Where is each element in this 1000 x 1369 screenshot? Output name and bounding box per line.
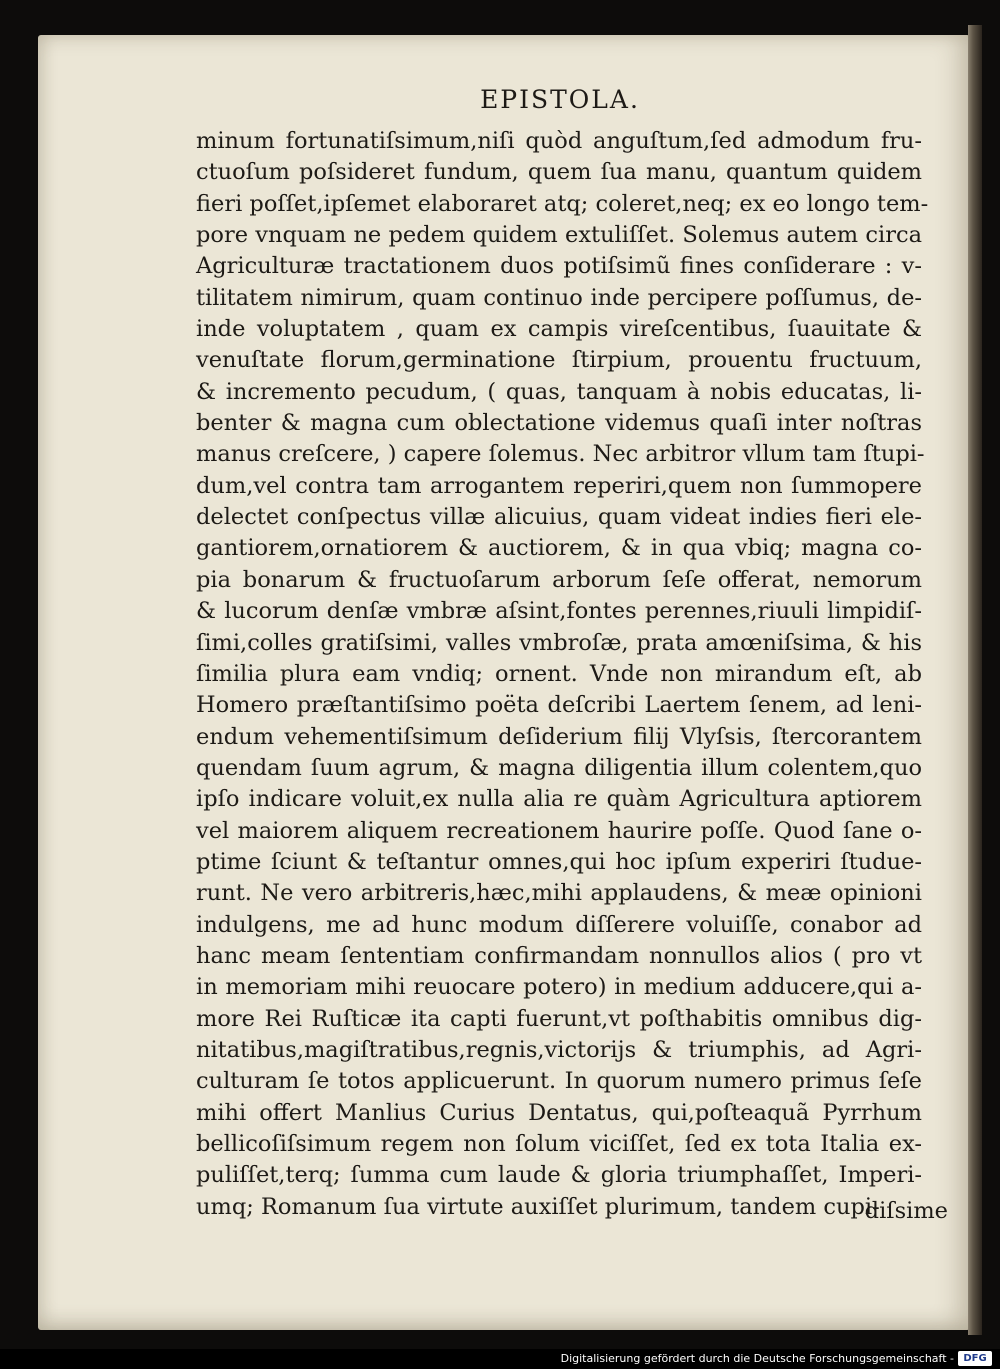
text-line: Homero præſtantiſsimo poëta deſcribi Laertem ſenem, ad leni- (196, 692, 922, 719)
text-line: indulgens, me ad hunc modum diſſerere voluiſſe, conabor ad (196, 911, 922, 938)
text-line: delectet conſpectus villæ alicuius, quam videat indies fieri ele- (196, 504, 922, 531)
text-line: quendam ſuum agrum, & magna diligentia illum colentem,quo (196, 754, 922, 781)
text-line: pia bonarum & fructuoſarum arborum ſeſe offerat, nemorum (196, 566, 922, 593)
text-line: Agriculturæ tractationem duos potiſsimũ fines conſiderare : v- (196, 253, 922, 280)
book-spine (968, 25, 982, 1335)
text-line: puliſſet,terq; ſumma cum laude & gloria triumphaſſet, Imperi- (196, 1162, 922, 1189)
text-line: pore vnquam ne pedem quidem extuliſſet. Solemus autem circa (196, 222, 922, 249)
text-line: gantiorem,ornatiorem & auctiorem, & in qua vbiq; magna co- (196, 535, 922, 562)
text-line: umq; Romanum ſua virtute auxiſſet plurimum, tandem cupi- (196, 1193, 880, 1220)
text-line: ipſo indicare voluit,ex nulla alia re quàm Agricultura aptiorem (196, 786, 922, 813)
text-line: vel maiorem aliquem recreationem haurire poſſe. Quod ſane o- (196, 817, 922, 844)
body-text (196, 126, 929, 1223)
text-line: fieri poſſet,ipſemet elaboraret atq; coleret,neq; ex eo longo tem- (196, 190, 929, 217)
text-line: runt. Ne vero arbitreris,hæc,mihi applaudens, & meæ opinioni (196, 880, 922, 907)
footer-bar (0, 1349, 1000, 1369)
text-line: ptime ſciunt & teſtantur omnes,qui hoc ipſum experiri ſtudue- (196, 848, 922, 875)
text-line: benter & magna cum oblectatione videmus quaſi inter noſtras (196, 410, 922, 437)
text-line: minum fortunatiſsimum,niſi quòd anguſtum,ſed admodum fru- (196, 128, 922, 154)
text-line: inde voluptatem , quam ex campis vireſcentibus, ſuauitate & (196, 316, 922, 343)
text-line: nitatibus,magiſtratibus,regnis,victorijs & triumphis, ad Agri- (196, 1036, 922, 1063)
catchword: diſsime (864, 1198, 948, 1224)
text-line: culturam ſe totos applicuerunt. In quorum numero primus ſeſe (196, 1068, 922, 1095)
text-line: ctuoſum poſsideret fundum, quem ſua manu, quantum quidem (196, 159, 922, 186)
text-line: ſimi,colles gratiſsimi, valles vmbroſæ, prata amœniſsima, & his (196, 629, 922, 656)
text-line: & incremento pecudum, ( quas, tanquam à nobis educatas, li- (196, 378, 922, 405)
text-line: endum vehementiſsimum deſiderium filij Vlyſsis, ſtercorantem (196, 723, 922, 750)
text-line: dum,vel contra tam arrogantem reperiri,quem non ſummopere (196, 472, 922, 499)
text-line: ſimilia plura eam vndiq; ornent. Vnde non mirandum eſt, ab (196, 660, 922, 687)
text-line: venuſtate florum,germinatione ſtirpium, prouentu fructuum, (196, 347, 922, 374)
dfg-logo[interactable]: DFG (958, 1351, 992, 1366)
text-line: tilitatem nimirum, quam continuo inde percipere poſſumus, de- (196, 284, 922, 311)
text-line: hanc meam ſententiam confirmandam nonnullos alios ( pro vt (196, 942, 922, 969)
text-line: mihi offert Manlius Curius Dentatus, qui,poſteaquã Pyrrhum (196, 1099, 922, 1126)
text-line: more Rei Ruſticæ ita capti fuerunt,vt poſthabitis omnibus dig- (196, 1005, 922, 1032)
funding-note: Digitalisierung gefördert durch die Deutsche Forschungsgemeinschaft - (560, 1352, 954, 1365)
text-line: manus creſcere, ) capere ſolemus. Nec arbitror vllum tam ſtupi- (196, 441, 925, 468)
text-line: bellicoſiſsimum regem non ſolum viciſſet, ſed ex tota Italia ex- (196, 1131, 922, 1157)
text-line: in memoriam mihi reuocare potero) in medium adducere,qui a- (196, 974, 922, 1001)
text-line: & lucorum denſæ vmbræ aſsint,fontes perennes,riuuli limpidiſ- (196, 598, 922, 625)
running-head: EPISTOLA. (480, 85, 640, 114)
